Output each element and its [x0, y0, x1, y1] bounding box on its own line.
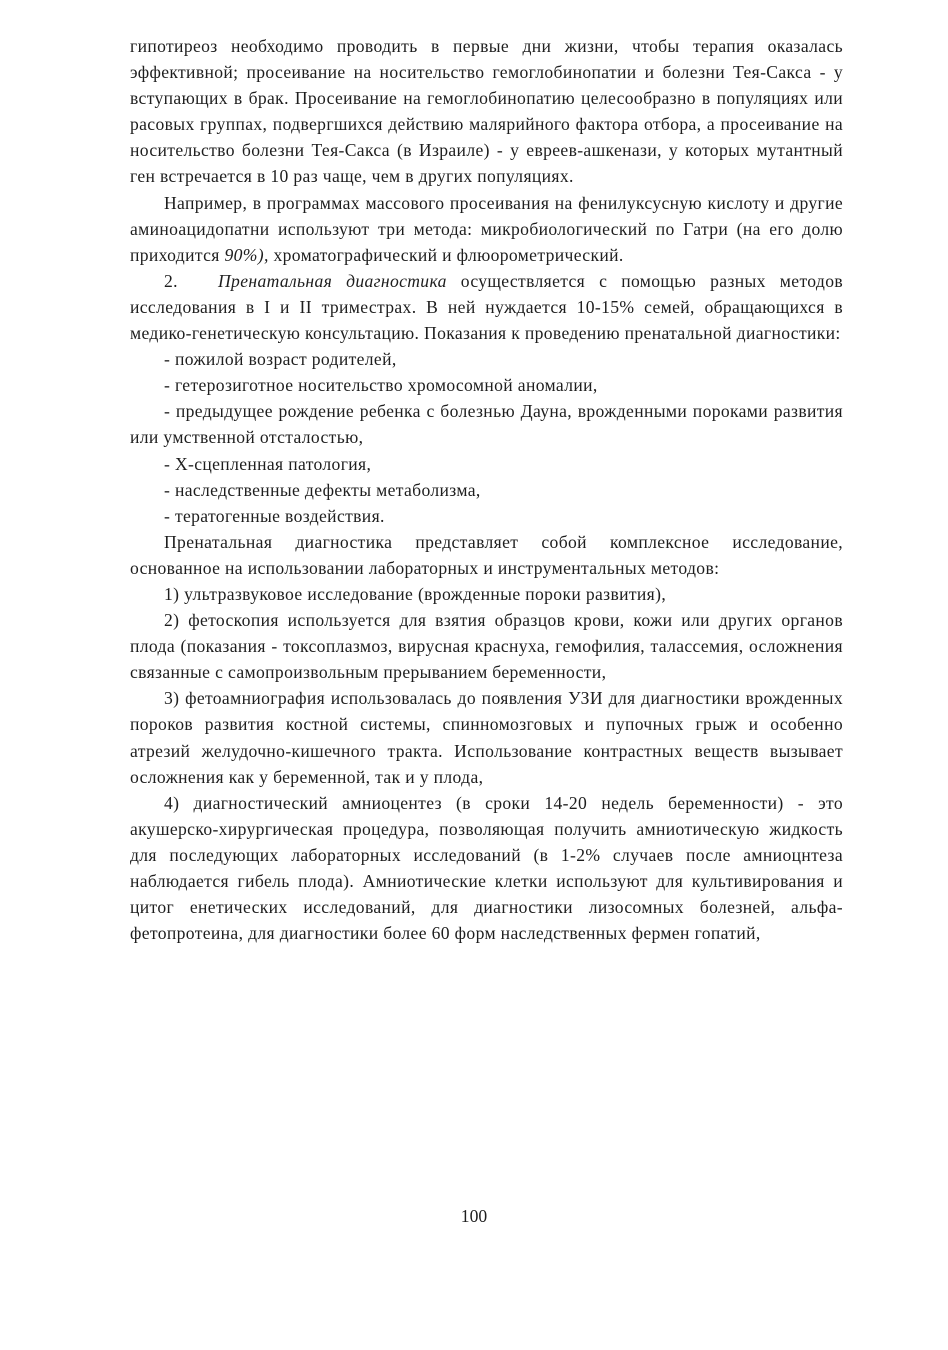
- indication-item: - пожилой возраст родителей,: [164, 349, 397, 370]
- prenatal-term: Пренатальная диагностика: [218, 270, 447, 291]
- prenatal-description: осуществляется с помощью разных методов исследования в I и II триместрах. В ней нуждается 10-15% семей, обращающихся в медико-генетическую консультацию. Показания к проведению пренатальной диагностики:: [130, 270, 844, 344]
- paragraph-prenatal-diagnostics: [130, 268, 843, 346]
- screening-methods-text: Например, в программах массового просеивания на фенилуксусную кислоту и другие аминоацидопатни используют три метода: микробиологический по Гатри (на его долю приходится: [130, 192, 843, 265]
- section-number: 2.: [164, 270, 178, 291]
- indication-item: - тератогенные воздействия.: [164, 505, 385, 526]
- method-item-amniocentesis: 4) диагностический амниоцентез (в сроки 14-20 недель беременности) - это акушерско-хирургическая процедура, позволяющая получить амниотическую жидкость для последующих лабораторных исследований (в 1-2% случаев после амниоцнтеза наблюдается гибель плода). Амниотические клетки используют для культивирования и цитог енетических исследований, для диагностики лизосомных болезней, альфа-фетопротеина, для диагностики более 60 форм наследственных фермен гопатий,: [130, 792, 843, 944]
- method-item-fetoscopy: 2) фетоскопия используется для взятия образцов крови, кожи или других органов плода (показания - токсоплазмоз, вирусная краснуха, гемофилия, талассемия, осложнения связанные с самопроизвольным прерыванием беременности,: [130, 610, 843, 683]
- indication-item: - Х-сцепленная патология,: [164, 453, 372, 474]
- indication-item: - наследственные дефекты метаболизма,: [164, 479, 481, 500]
- paragraph-screening-methods: [130, 190, 843, 268]
- paragraph-screening-continued: гипотиреоз необходимо проводить в первые дни жизни, чтобы терапия оказалась эффективной; просеивание на носительство гемоглобинопатии и болезни Тея-Сакса - у вступающих в брак. Просеивание на гемоглобинопатию целесообразно в популяциях или расовых группах, подвергшихся действию малярийного фактора отбора, а просеивание на носительство болезни Тея-Сакса (в Израиле) - у евреев-ашкенази, у которых мутантный ген встречается в 10 раз чаще, чем в других популяциях.: [130, 36, 843, 187]
- screening-percent: 90%),: [224, 244, 269, 265]
- page-number: 100: [460, 1206, 488, 1226]
- page-body: [130, 33, 843, 946]
- method-item-ultrasound: 1) ультразвуковое исследование (врожденные пороки развития),: [164, 583, 667, 604]
- indication-item: - предыдущее рождение ребенка с болезнью Дауна, врожденными пороками развития или умственной отсталостью,: [130, 401, 843, 448]
- screening-methods-tail: хроматографический и флюорометрический.: [273, 244, 624, 265]
- indication-item: - гетерозиготное носительство хромосомной аномалии,: [164, 375, 598, 396]
- method-item-fetoamniography: 3) фетоамниография использовалась до появления УЗИ для диагностики врожденных пороков развития костной системы, спинномозговых и пупочных грыж и особенно атрезий желудочно-кишечного тракта. Использование контрастных веществ вызывает осложнения как у беременной, так и у плода,: [130, 688, 843, 787]
- paragraph-complex-study: Пренатальная диагностика представляет собой комплексное исследование, основанное на использовании лабораторных и инструментальных методов:: [130, 531, 843, 578]
